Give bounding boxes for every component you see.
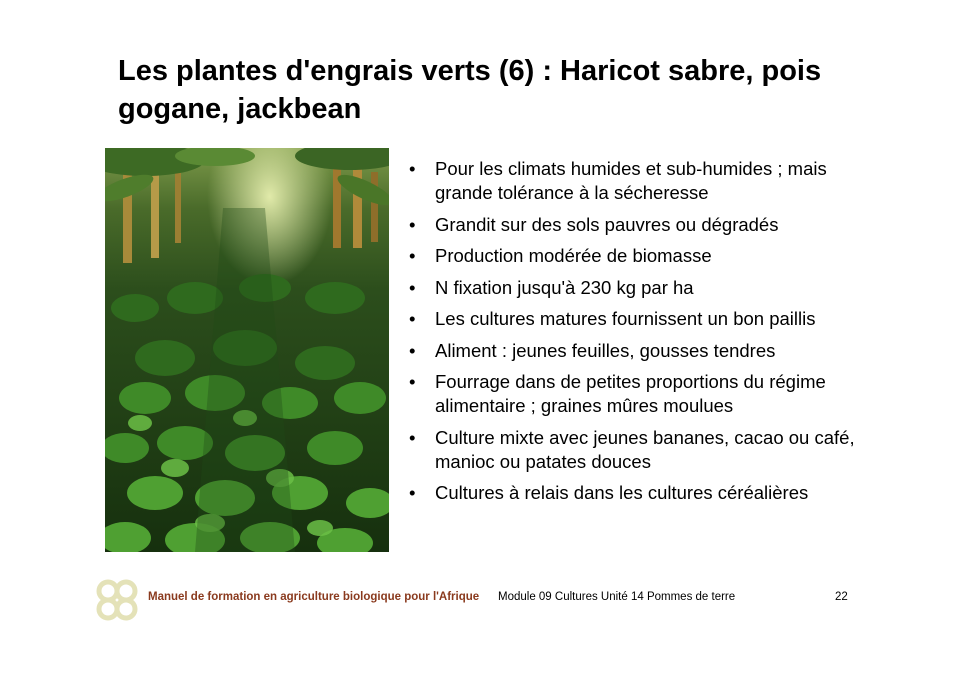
jackbean-field-illustration	[105, 148, 389, 552]
bullet-item: • Fourrage dans de petites proportions du régime alimentaire ; graines mûres moulues	[408, 370, 868, 418]
bullet-item: • Les cultures matures fournissent un bon paillis	[408, 307, 868, 331]
bullet-item: • Pour les climats humides et sub-humides ; mais grande tolérance à la sécheresse	[408, 157, 868, 205]
bullet-item: • Aliment : jeunes feuilles, gousses tendres	[408, 339, 868, 363]
bullet-item: • Production modérée de biomasse	[408, 244, 868, 268]
bullet-item: • N fixation jusqu'à 230 kg par ha	[408, 276, 868, 300]
bullet-item: • Grandit sur des sols pauvres ou dégradés	[408, 213, 868, 237]
footer-module-info: Module 09 Cultures Unité 14 Pommes de terre	[498, 591, 736, 603]
manual-logo-icon	[94, 577, 140, 623]
jackbean-field-photo	[105, 148, 389, 552]
footer-page-number: 22	[835, 591, 848, 603]
bullet-item: • Cultures à relais dans les cultures céréalières	[408, 481, 868, 505]
bullet-item: • Culture mixte avec jeunes bananes, cacao ou café, manioc ou patates douces	[408, 426, 868, 474]
footer-manual-title: Manuel de formation en agriculture biologique pour l'Afrique	[148, 591, 480, 603]
slide-title: Les plantes d'engrais verts (6) : Haricot sabre, pois gogane, jackbean	[118, 55, 822, 125]
bullet-list	[408, 157, 868, 513]
